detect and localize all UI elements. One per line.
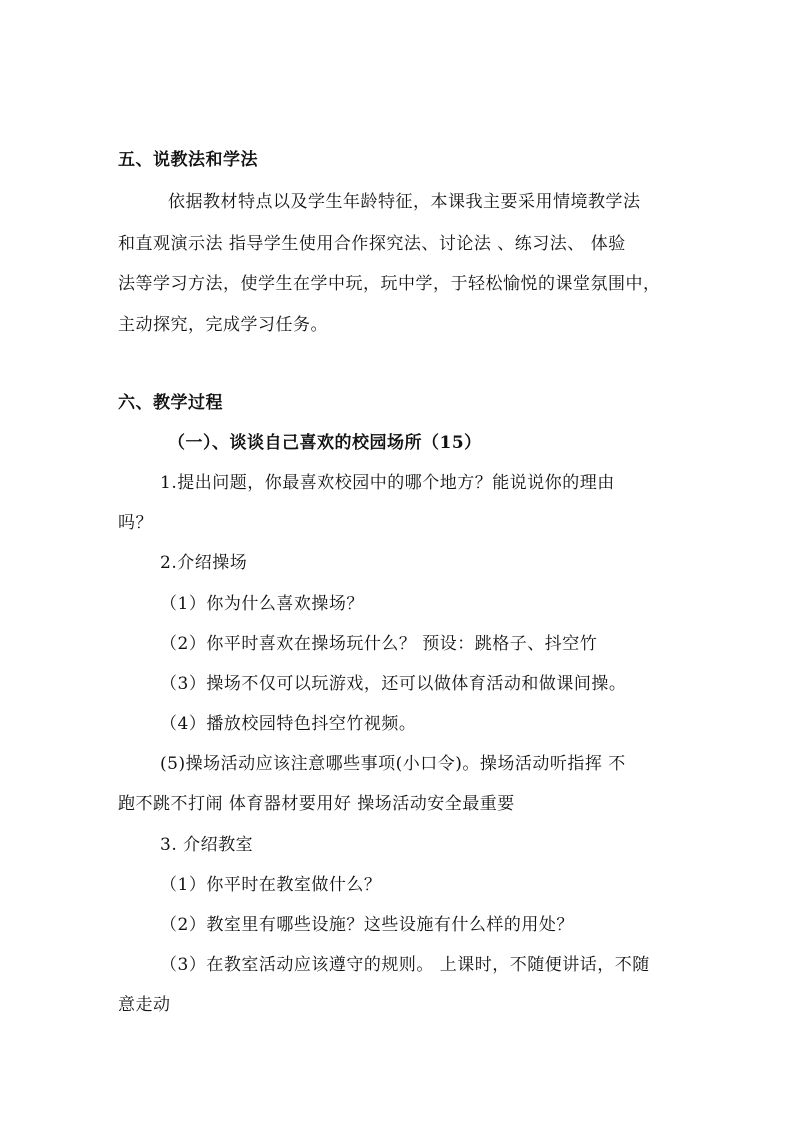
item-2-point-2: （2）你平时喜欢在操场玩什么？ 预设：跳格子、抖空竹 <box>160 634 598 654</box>
item-2-point-5-line-1: (5)操场活动应该注意哪些事项(小口令)。操场活动听指挥 不 <box>160 754 626 774</box>
item-2-title: 2.介绍操场 <box>160 553 248 573</box>
item-2-point-5-line-2: 跑不跳不打闹 体育器材要用好 操场活动安全最重要 <box>118 794 515 814</box>
question-1-line-1: 1.提出问题，你最喜欢校园中的哪个地方？能说说你的理由 <box>160 473 615 493</box>
item-3-point-1: （1）你平时在教室做什么？ <box>160 875 382 895</box>
section-6-heading: 六、教学过程 <box>118 393 223 413</box>
item-3-point-3-line-1: （3）在教室活动应该遵守的规则。 上课时，不随便讲话，不随 <box>160 955 650 975</box>
section-5-paragraph-line-4: 主动探究，完成学习任务。 <box>118 315 328 335</box>
item-2-point-4: （4）播放校园特色抖空竹视频。 <box>160 714 417 734</box>
item-2-point-3: （3）操场不仅可以玩游戏，还可以做体育活动和做课间操。 <box>160 674 627 694</box>
section-6-subheading: （一）、谈谈自己喜欢的校园场所（15） <box>168 433 482 453</box>
section-5-paragraph-line-3: 法等学习方法，使学生在学中玩，玩中学，于轻松愉悦的课堂氛围中， <box>118 274 661 294</box>
question-1-line-2: 吗？ <box>118 513 153 533</box>
item-3-title: 3. 介绍教室 <box>160 835 254 855</box>
item-3-point-2: （2）教室里有哪些设施？这些设施有什么样的用处？ <box>160 915 574 935</box>
section-5-paragraph-line-1: 依据教材特点以及学生年龄特征，本课我主要采用情境教学法 <box>168 192 641 212</box>
section-5-paragraph-line-2: 和直观演示法 指导学生使用合作探究法、讨论法 、练习法、 体验 <box>118 234 626 254</box>
item-3-point-3-line-2: 意走动 <box>118 995 171 1015</box>
section-5-heading: 五、说教法和学法 <box>118 150 258 170</box>
item-2-point-1: （1）你为什么喜欢操场？ <box>160 594 364 614</box>
